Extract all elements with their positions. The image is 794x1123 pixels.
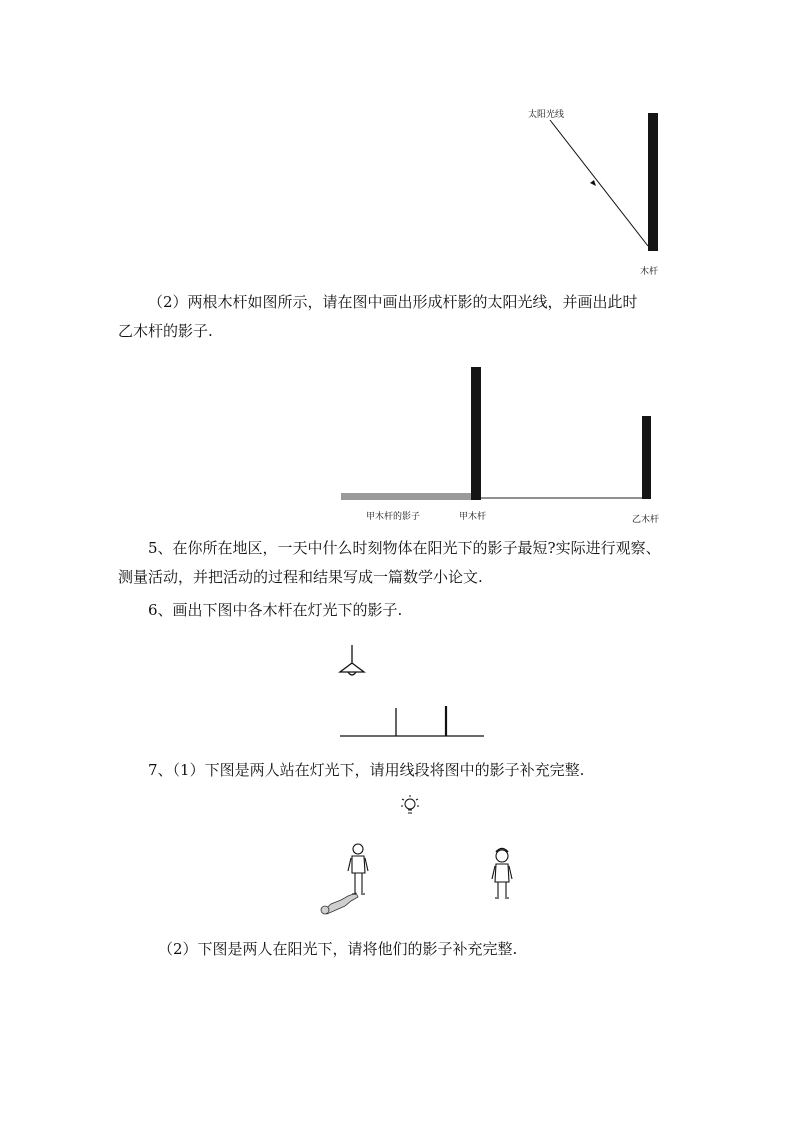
question-6-line-1: 6、画出下图中各木杆在灯光下的影子.: [148, 601, 403, 619]
person-icon: [348, 844, 368, 894]
pole-a-label: 甲木杆: [459, 512, 487, 522]
left-person-shadow: [321, 893, 358, 914]
question-7-2-line-1: （2）下图是两人在阳光下，请将他们的影子补充完整.: [158, 940, 518, 958]
question-5-line-2: 测量活动，并把活动的过程和结果写成一篇数学小论文.: [118, 568, 483, 586]
question-4-2-line-1: （2）两根木杆如图所示，请在图中画出形成杆影的太阳光线，并画出此时: [148, 293, 638, 311]
question-5-line-1: 5、在你所在地区，一天中什么时刻物体在阳光下的影子最短?实际进行观察、: [148, 539, 661, 557]
question-7-1-line-1: 7、（1）下图是两人站在灯光下，请用线段将图中的影子补充完整.: [148, 761, 585, 779]
pole-b-label: 乙木杆: [632, 515, 660, 525]
sun-ray-label: 太阳光线: [528, 110, 565, 120]
pole-a-shadow-label: 甲木杆的影子: [366, 512, 421, 522]
question-4-2-line-2: 乙木杆的影子.: [118, 322, 213, 340]
pole-label: 木杆: [640, 267, 659, 277]
person-icon: [492, 849, 512, 899]
light-bulb-icon: [401, 795, 419, 813]
